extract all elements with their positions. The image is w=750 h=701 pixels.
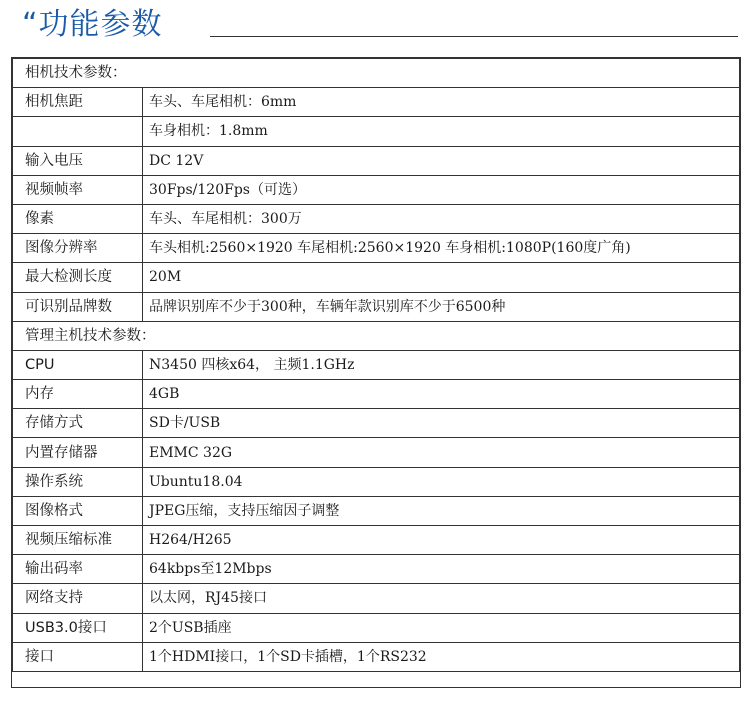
- spec-value-cell: JPEG压缩，支持压缩因子调整: [143, 496, 740, 525]
- spec-value-cell: EMMC 32G: [143, 438, 740, 467]
- table-row: [13, 438, 740, 467]
- spec-name-cell: 存储方式: [13, 409, 143, 438]
- spec-name-cell: 网络支持: [13, 584, 143, 613]
- spec-value-cell: 4GB: [143, 380, 740, 409]
- table-row: [13, 496, 740, 525]
- spec-name-cell: 操作系统: [13, 467, 143, 496]
- spec-value-cell: 品牌识别库不少于300种，车辆年款识别库不少于6500种: [143, 292, 740, 321]
- section-heading: 管理主机技术参数：: [13, 321, 740, 350]
- table-row: [13, 584, 740, 613]
- table-row: [13, 467, 740, 496]
- page-title: “功能参数: [22, 7, 163, 42]
- table-row: [13, 555, 740, 584]
- spec-value-cell: 车头、车尾相机：6mm: [143, 88, 740, 117]
- table-row: [13, 292, 740, 321]
- spec-name-cell: 可识别品牌数: [13, 292, 143, 321]
- spec-value-cell: SD卡/USB: [143, 409, 740, 438]
- section-heading: 相机技术参数：: [13, 59, 740, 88]
- spec-name-cell: 视频帧率: [13, 175, 143, 204]
- spec-value-cell: 以太网，RJ45接口: [143, 584, 740, 613]
- table-row: [13, 263, 740, 292]
- spec-name-cell: 输入电压: [13, 146, 143, 175]
- section-header-row: [13, 321, 740, 350]
- spec-value-cell: 1个HDMI接口，1个SD卡插槽，1个RS232: [143, 642, 740, 671]
- spec-name-cell: [13, 117, 143, 146]
- spec-value-cell: 2个USB插座: [143, 613, 740, 642]
- spec-name-cell: 像素: [13, 204, 143, 233]
- spec-value-cell: Ubuntu18.04: [143, 467, 740, 496]
- table-row: [13, 204, 740, 233]
- spec-value-cell: 30Fps/120Fps（可选）: [143, 175, 740, 204]
- table-row: [13, 642, 740, 671]
- section-header-row: [13, 59, 740, 88]
- table-row: [13, 146, 740, 175]
- spec-name-cell: 最大检测长度: [13, 263, 143, 292]
- table-row: [13, 380, 740, 409]
- spec-value-cell: N3450 四核x64， 主频1.1GHz: [143, 350, 740, 379]
- table-row: [13, 409, 740, 438]
- spec-name-cell: 内存: [13, 380, 143, 409]
- title-divider: [210, 36, 738, 37]
- specs-table: [12, 58, 740, 672]
- spec-name-cell: USB3.0接口: [13, 613, 143, 642]
- spec-value-cell: 20M: [143, 263, 740, 292]
- spec-name-cell: CPU: [13, 350, 143, 379]
- spec-name-cell: 输出码率: [13, 555, 143, 584]
- spec-value-cell: 车头相机:2560×1920 车尾相机:2560×1920 车身相机:1080P(160度广角): [143, 234, 740, 263]
- table-row: [13, 117, 740, 146]
- table-row: [13, 175, 740, 204]
- spec-name-cell: 内置存储器: [13, 438, 143, 467]
- spec-value-cell: 64kbps至12Mbps: [143, 555, 740, 584]
- table-row: [13, 234, 740, 263]
- table-row: [13, 613, 740, 642]
- table-row: [13, 350, 740, 379]
- spec-value-cell: 车头、车尾相机：300万: [143, 204, 740, 233]
- table-row: [13, 88, 740, 117]
- spec-name-cell: 接口: [13, 642, 143, 671]
- spec-name-cell: 图像格式: [13, 496, 143, 525]
- spec-value-cell: DC 12V: [143, 146, 740, 175]
- spec-value-cell: H264/H265: [143, 526, 740, 555]
- spec-name-cell: 相机焦距: [13, 88, 143, 117]
- table-row: [13, 526, 740, 555]
- spec-name-cell: 视频压缩标准: [13, 526, 143, 555]
- spec-name-cell: 图像分辨率: [13, 234, 143, 263]
- spec-value-cell: 车身相机：1.8mm: [143, 117, 740, 146]
